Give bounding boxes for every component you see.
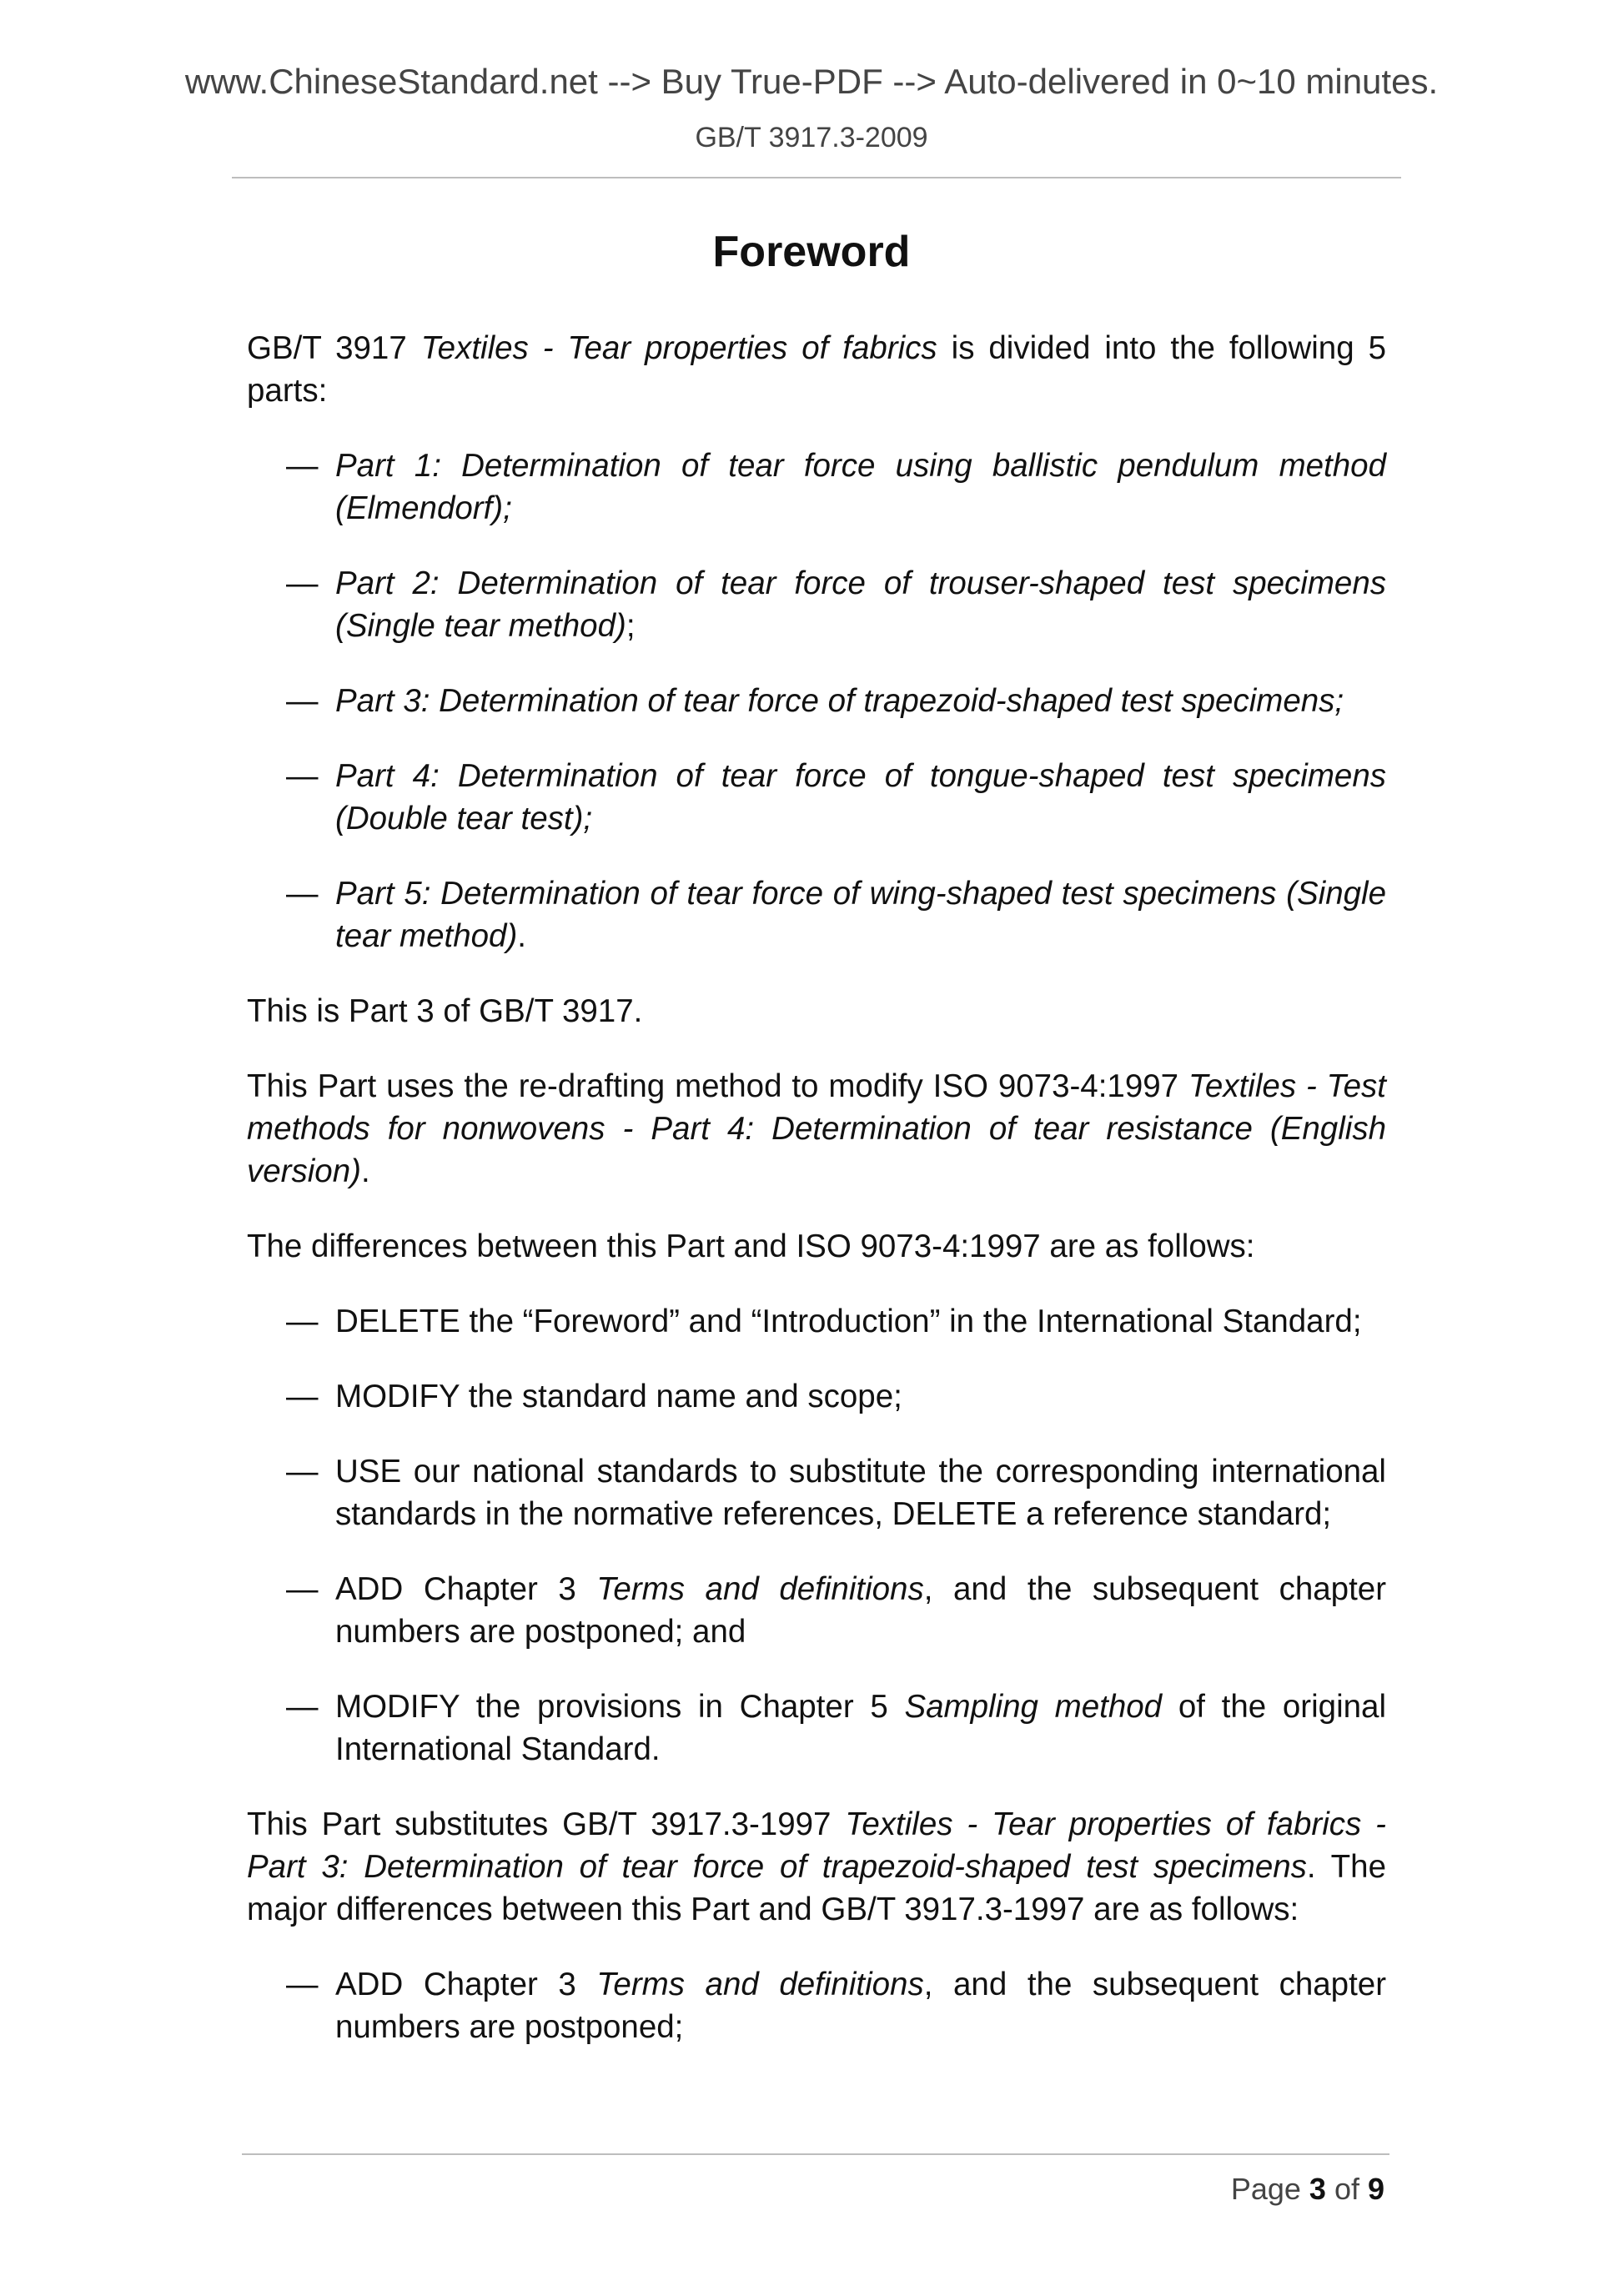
list-dash: — (286, 448, 319, 484)
page-number: Page 3 of 9 (1230, 2172, 1384, 2206)
page-title: Foreword (712, 228, 911, 276)
part-statement: This is Part 3 of GB/T 3917. (247, 993, 643, 1029)
list-dash: — (286, 1689, 319, 1725)
standard-code-header: GB/T 3917.3-2009 (695, 122, 928, 153)
list-item-diff-4: — ADD Chapter 3 Terms and definitions, and the subsequent chapter numbers are postponed; and (247, 1568, 1386, 1653)
substitution-paragraph: This Part substitutes GB/T 3917.3-1997 Textiles - Tear properties of fabrics - Part 3: Determination of tear force of trapezoid-shaped test specimens. The major differences between this Part and GB/T 3917.3-1997 are as follows: (247, 1806, 1387, 1927)
list-item-part-5: — Part 5: Determination of tear force of wing-shaped test specimens (Single tear method). (247, 872, 1386, 957)
header-divider (232, 177, 1401, 178)
footer-divider (242, 2153, 1389, 2155)
list-item-old-diff-1: — ADD Chapter 3 Terms and definitions, and the subsequent chapter numbers are postponed; (247, 1963, 1386, 2048)
list-dash: — (286, 1304, 319, 1339)
iso-differences-intro: The differences between this Part and ISO 9073-4:1997 are as follows: (247, 1228, 1255, 1264)
list-item-diff-3: — USE our national standards to substitute the corresponding international standards in the normative references, DELETE a reference standard; (247, 1450, 1386, 1535)
list-dash: — (286, 1967, 319, 2002)
list-dash: — (286, 565, 319, 601)
document-body (247, 327, 1386, 2081)
list-dash: — (286, 1454, 319, 1490)
list-dash: — (286, 876, 319, 912)
list-item-diff-1: — DELETE the “Foreword” and “Introduction” in the International Standard; (247, 1300, 1386, 1343)
list-dash: — (286, 1379, 319, 1414)
list-item-part-3: — Part 3: Determination of tear force of trapezoid-shaped test specimens; (247, 680, 1386, 722)
list-item-part-4: — Part 4: Determination of tear force of tongue-shaped test specimens (Double tear test); (247, 755, 1386, 840)
list-dash: — (286, 683, 319, 719)
list-dash: — (286, 758, 319, 794)
list-item-diff-5: — MODIFY the provisions in Chapter 5 Sampling method of the original International Standard. (247, 1686, 1386, 1771)
list-item-part-1: — Part 1: Determination of tear force using ballistic pendulum method (Elmendorf); (247, 445, 1386, 530)
site-banner: www.ChineseStandard.net --> Buy True-PDF --> Auto-delivered in 0~10 minutes. (184, 62, 1439, 101)
iso-modification-paragraph: This Part uses the re-drafting method to modify ISO 9073-4:1997 Textiles - Test methods for nonwovens - Part 4: Determination of tear resistance (English version). (247, 1068, 1386, 1189)
list-item-diff-2: — MODIFY the standard name and scope; (247, 1375, 1386, 1418)
intro-paragraph: GB/T 3917 Textiles - Tear properties of fabrics is divided into the following 5 parts: (247, 330, 1386, 409)
list-dash: — (286, 1571, 319, 1607)
list-item-part-2: — Part 2: Determination of tear force of trouser-shaped test specimens (Single tear method); (247, 562, 1386, 647)
